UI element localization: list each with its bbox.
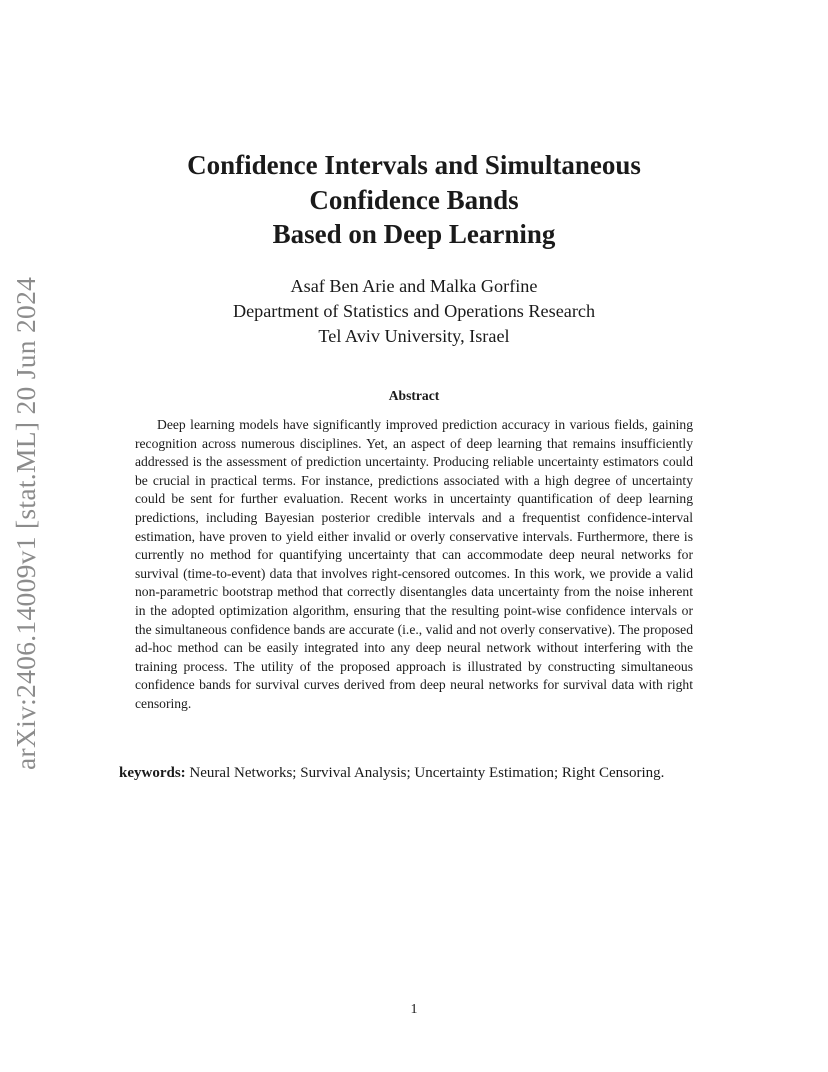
page-number: 1: [410, 1002, 418, 1017]
title-line: Based on Deep Learning: [272, 219, 556, 249]
paper-title: [120, 148, 708, 252]
keywords-text: Neural Networks; Survival Analysis; Uncertainty Estimation; Right Censoring.: [189, 765, 665, 781]
keywords-label: keywords:: [119, 765, 186, 781]
arxiv-identifier: arXiv:2406.14009v1 [stat.ML] 20 Jun 2024: [10, 276, 41, 770]
title-line: Confidence Bands: [309, 184, 519, 215]
title-line: Confidence Intervals and Simultaneous: [187, 150, 641, 180]
author-university: Tel Aviv University, Israel: [318, 326, 510, 346]
keywords-paragraph: [96, 763, 734, 784]
abstract-text: Deep learning models have significantly improved prediction accuracy in various fields, gaining recognition across numerous disciplines. Yet, an aspect of deep learning that remains insufficiently addressed is the assessment of prediction uncertainty. Producing reliable uncertainty estimators could be crucial in practical terms. For instance, predictions associated with a high degree of uncertainty could be sent for further evaluation. Recent works in uncertainty quantification of deep learning predictions, including Bayesian posterior credible intervals and a frequentist confidence-interval estimation, have proven to yield either invalid or overly conservative intervals. Furthermore, there is currently no method for quantifying uncertainty that can accommodate deep neural networks for survival (time-to-event) data that involves right-censored outcomes. In this work, we provide a valid non-parametric bootstrap method that correctly disentangles data uncertainty from the noise inherent in the adopted optimization algorithm, ensuring that the resulting point-wise confidence intervals or the simultaneous confidence bands are accurate (i.e., valid and not overly conservative). The proposed ad-hoc method can be easily integrated into any deep neural network without interfering with the training process. The utility of the proposed approach is illustrated by constructing simultaneous confidence bands for survival curves derived from deep neural networks for survival data with right censoring.: [135, 417, 693, 711]
author-block: [120, 274, 708, 349]
author-names: Asaf Ben Arie and Malka Gorfine: [290, 276, 538, 296]
author-department: Department of Statistics and Operations Research: [232, 301, 596, 321]
abstract-heading: Abstract: [388, 388, 440, 403]
